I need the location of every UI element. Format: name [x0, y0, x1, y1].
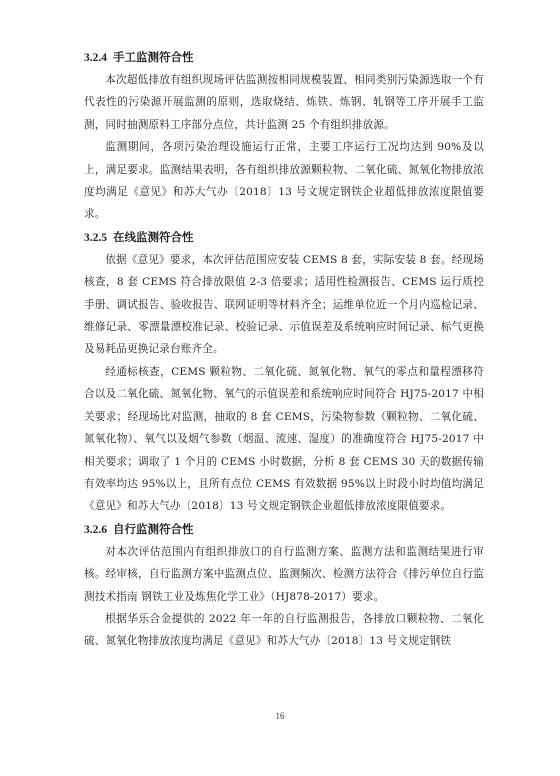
section-heading: [84, 226, 484, 249]
paragraph: 根据华乐合金提供的 2022 年一年的自行监测报告，各排放口颗粒物、二氧化硫、氮氧化物排放浓度均满足《意见》和苏大气办〔2018〕13 号文规定钢铁: [84, 612, 484, 648]
paragraph: 监测期间，各项污染治理设施运行正常，主要工序运行工况均达到 90%及以上，满足要求。监测结果表明，各有组织排放源颗粒物、二氧化硫、氮氧化物排放浓度均满足《意见》和苏大气办〔2018〕13 号文规定钢铁企业超低排放浓度限值要求。: [84, 141, 484, 221]
paragraph: 本次超低排放有组织现场评估监测按相同规模装置、相同类别污染源选取一个有代表性的污染源开展监测的原则，选取烧结、炼铁、炼钢、轧钢等工序开展手工监测，同时抽测原料工序部分点位，共计监测 25 个有组织排放源。: [84, 74, 484, 131]
section-title: 自行监测符合性: [113, 521, 194, 536]
section-3-2-5: [84, 226, 484, 518]
section-title: 手工监测符合性: [113, 50, 194, 64]
paragraph: 依据《意见》要求，本次评估范围应安装 CEMS 8 套，实际安装 8 套。经现场核查，8 套 CEMS 符合排放限值 2-3 倍要求；适用性检测报告、CEMS 运行质控手册、调试报告、验收报告、联网证明等材料齐全；运维单位近一个月内巡检记录、维修记录、零漂量漂校准记录、校验记录、示值误差及系统响应时间记录、标气更换及易耗品更换记录台账齐全。: [84, 253, 484, 356]
paragraph: 经通标核查，CEMS 颗粒物、二氧化硫、氮氧化物、氧气的零点和量程漂移符合以及二氧化硫、氮氧化物、氧气的示值误差和系统响应时间符合 HJ75-2017 中相关要求；经现场比对监测，抽取的 8 套 CEMS，污染物参数（颗粒物、二氧化硫、氮氧化物）、氧气以及烟气参数（烟温、流速、湿度）的准确度符合 HJ75-2017 中相关要求；调取了 1 个月的 CEMS 小时数据，分析 8 套 CEMS 30 天的数据传输有效率均达 95%以上，且所有点位 CEMS 有效数据 95%以上时段小时均值均满足《意见》和苏大气办〔2018〕13 号文规定钢铁企业超低排放浓度限值要求。: [84, 365, 484, 513]
section-heading: [84, 46, 484, 69]
section-title: 在线监测符合性: [113, 229, 194, 244]
section-number: 3.2.5: [84, 231, 107, 244]
section-number: 3.2.6: [84, 523, 107, 536]
section-3-2-4: [84, 46, 484, 226]
page-content: [84, 46, 484, 653]
section-3-2-6: [84, 518, 484, 653]
section-number: 3.2.4: [84, 52, 107, 64]
paragraph: 对本次评估范围内有组织排放口的自行监测方案、监测方法和监测结果进行审核。经审核，自行监测方案中监测点位、监测频次、检测方法符合《排污单位自行监测技术指南 钢铁工业及炼焦化学工业》（HJ878-2017）要求。: [84, 545, 484, 603]
section-heading: [84, 518, 484, 541]
page-number: 16: [275, 711, 285, 721]
